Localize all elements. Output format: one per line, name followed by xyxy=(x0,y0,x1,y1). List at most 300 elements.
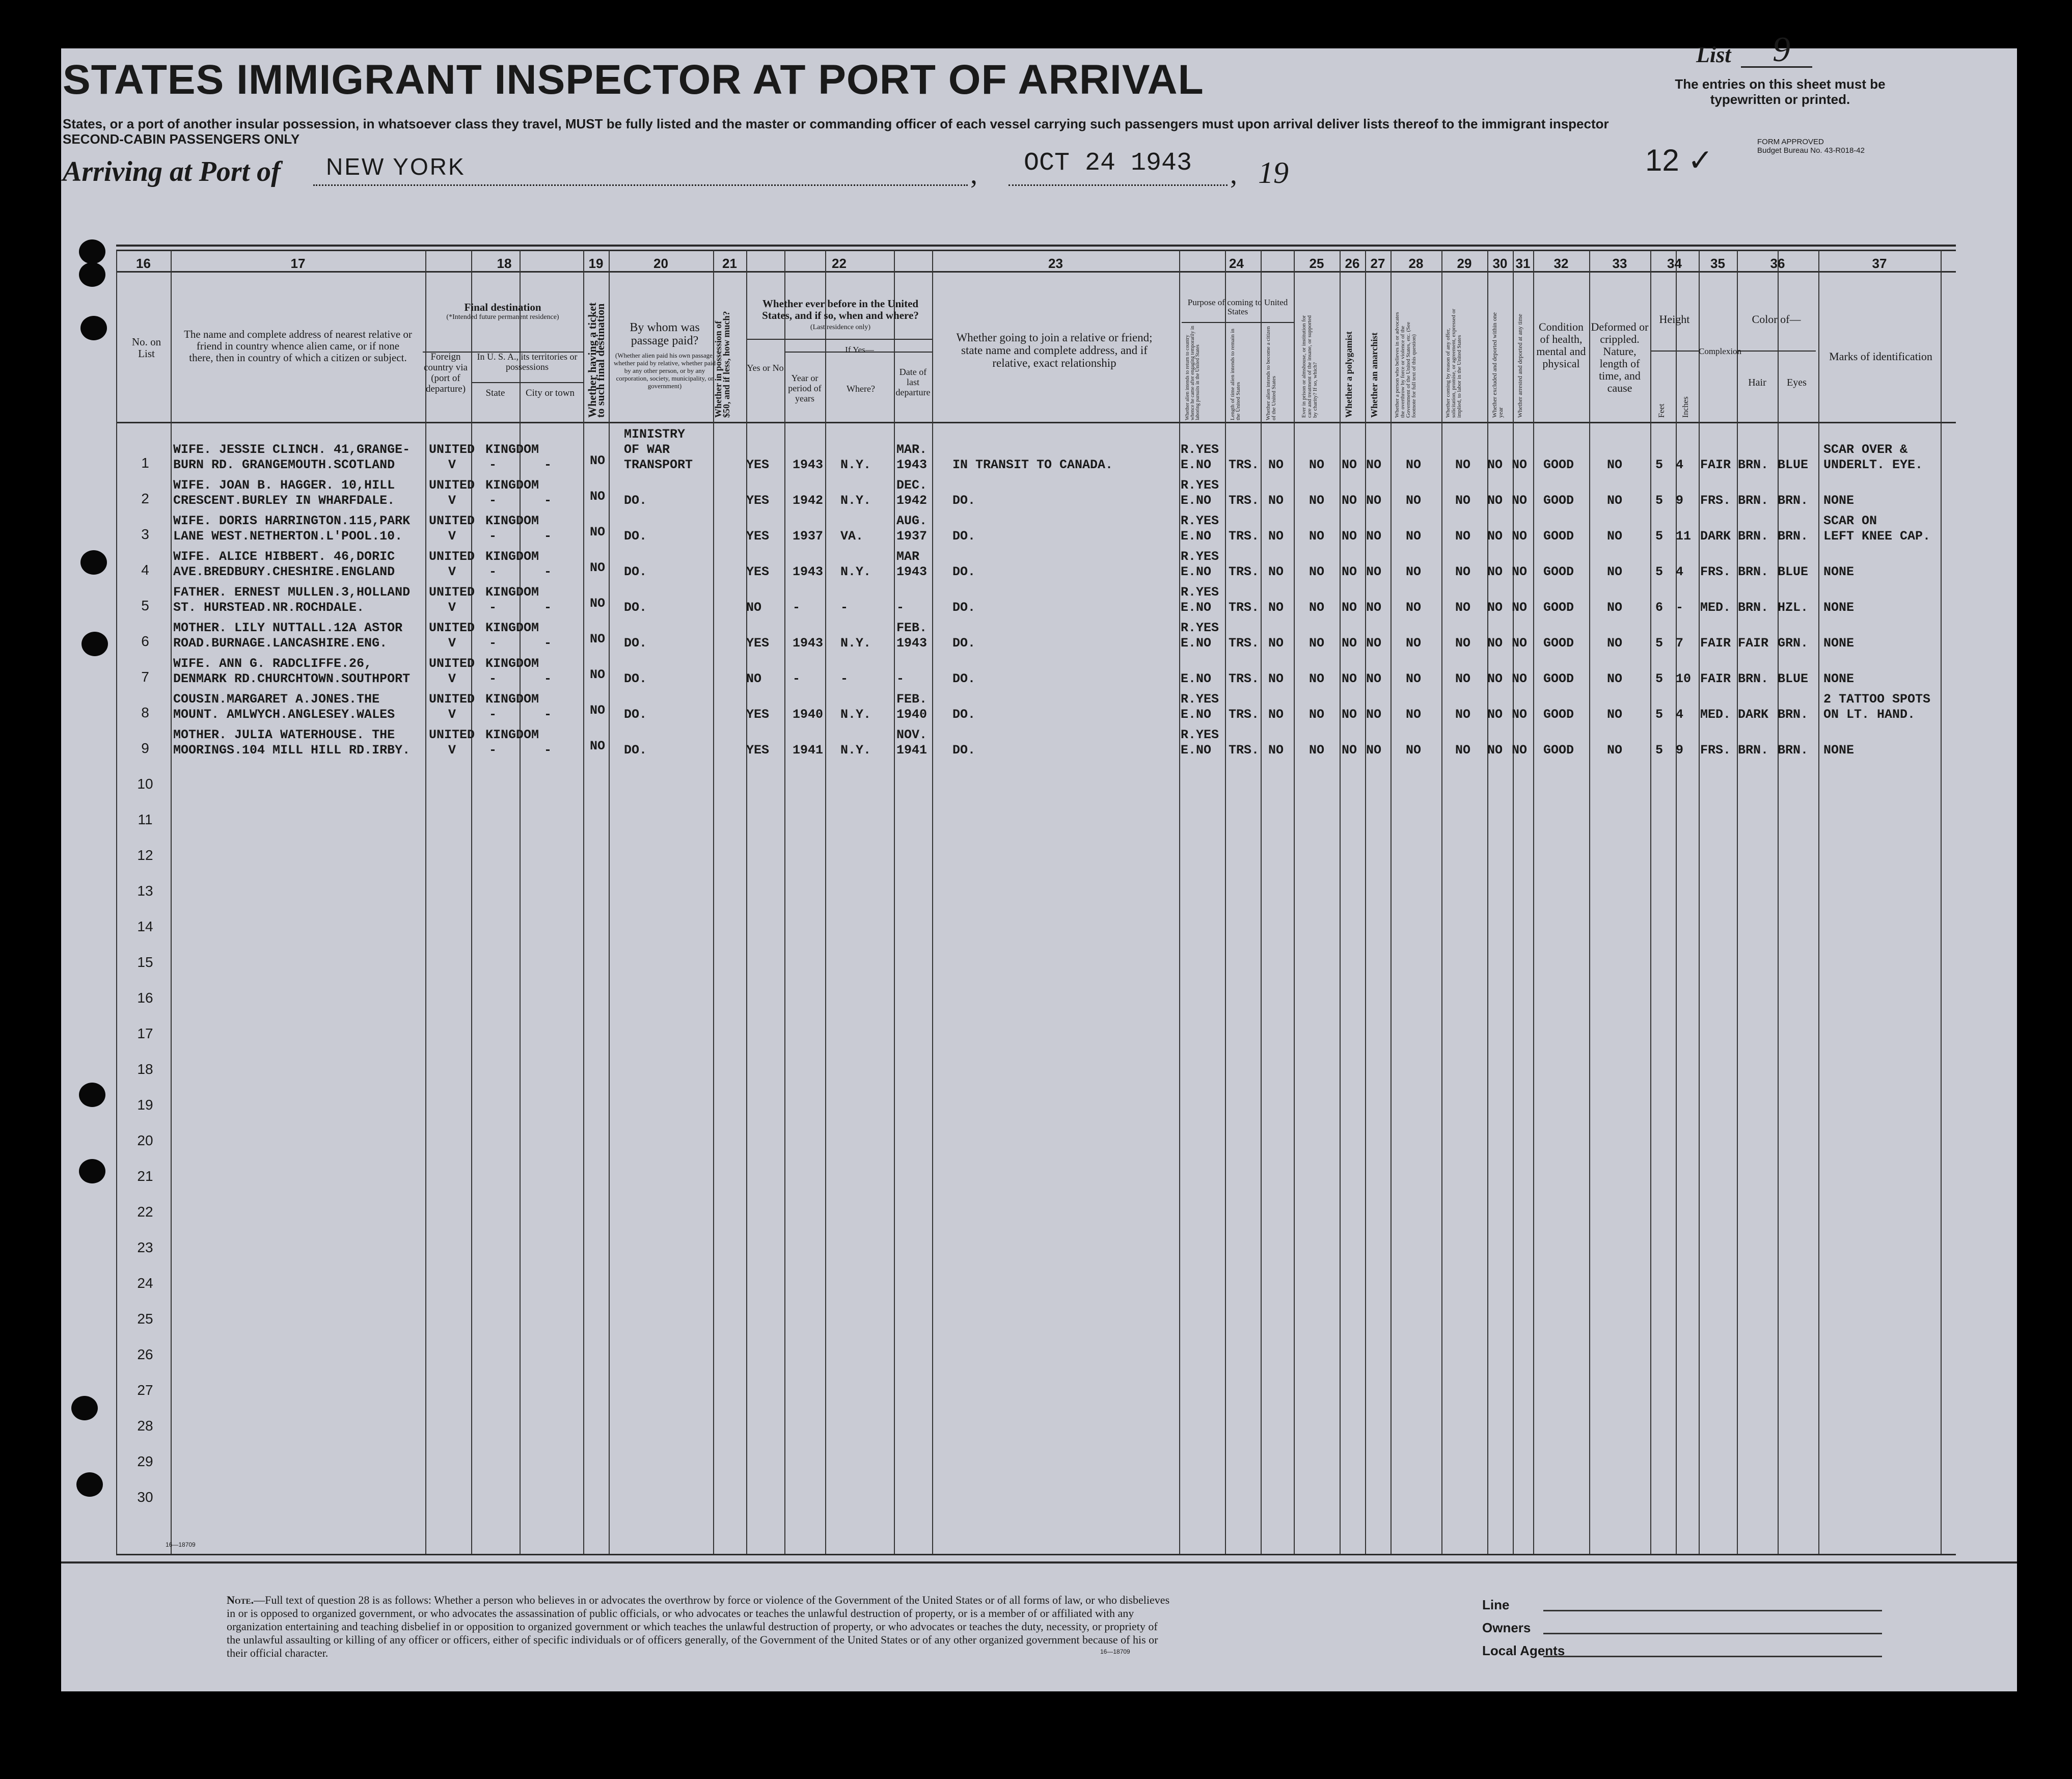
row-health: GOOD xyxy=(1543,707,1574,722)
column-border xyxy=(425,250,426,1554)
row-ticket: NO xyxy=(590,703,606,718)
row-before-in-us: NO xyxy=(746,600,762,615)
column-border xyxy=(1699,250,1700,1554)
column-border xyxy=(1589,250,1590,1554)
row-dest-state: KINGDOM xyxy=(485,692,539,707)
row-q28: NO xyxy=(1406,636,1422,651)
row-q31: NO xyxy=(1512,529,1528,544)
row-foreign-country-mark: V xyxy=(448,636,456,651)
row-joining: DO. xyxy=(952,707,976,722)
row-passage-paid: OF WAR xyxy=(624,442,670,457)
entries-note: The entries on this sheet must be typewritten or printed. xyxy=(1675,76,1886,107)
row-last-departure-year: 1942 xyxy=(896,493,928,508)
arrival-date: OCT 24 1943 xyxy=(1024,149,1192,178)
col36-hair: Hair xyxy=(1748,377,1766,388)
row-foreign-country-mark: V xyxy=(448,671,456,686)
col22-title: Whether ever before in the United States, and if so, when and where? xyxy=(762,298,919,321)
row-q30: NO xyxy=(1487,529,1503,544)
row-relative-name: MOTHER. JULIA WATERHOUSE. THE xyxy=(173,727,395,742)
row-number: 19 xyxy=(137,1097,153,1113)
column-border xyxy=(932,250,933,1554)
row-deformed: NO xyxy=(1607,671,1623,686)
row-number: 16 xyxy=(137,990,153,1006)
row-foreign-country: UNITED xyxy=(429,656,475,671)
column-border xyxy=(1778,250,1779,1554)
row-anarchist: NO xyxy=(1366,493,1382,508)
row-q28: NO xyxy=(1406,564,1422,579)
row-marks: SCAR ON xyxy=(1823,514,1877,528)
col34-inches: Inches xyxy=(1681,396,1690,418)
row-marks: NONE xyxy=(1823,671,1855,686)
column-border xyxy=(609,250,610,1554)
row-number: 29 xyxy=(137,1453,153,1469)
row-purpose-return: E.NO xyxy=(1181,457,1212,472)
row-q28: NO xyxy=(1406,743,1422,758)
row-number: 18 xyxy=(137,1061,153,1077)
row-q30: NO xyxy=(1487,457,1503,472)
row-height-feet: 5 xyxy=(1655,743,1664,758)
row-prison: NO xyxy=(1309,529,1325,544)
row-foreign-country: UNITED xyxy=(429,585,475,600)
row-foreign-country-mark: V xyxy=(448,743,456,758)
row-anarchist: NO xyxy=(1366,636,1382,651)
class-line: SECOND-CABIN PASSENGERS ONLY xyxy=(63,131,300,147)
column-border xyxy=(746,250,747,1554)
row-foreign-country-mark: V xyxy=(448,457,456,472)
row-health: GOOD xyxy=(1543,493,1574,508)
row-complexion: FRS. xyxy=(1700,564,1731,579)
row-prison: NO xyxy=(1309,600,1325,615)
col23-head: Whether going to join a relative or friend; state name and complete address, and if relative, exact relationship xyxy=(956,331,1153,369)
manifest-sheet xyxy=(61,48,2017,1691)
row-passage-paid: DO. xyxy=(624,707,647,722)
row-marks: UNDERLT. EYE. xyxy=(1823,457,1923,472)
row-health: GOOD xyxy=(1543,671,1574,686)
row-ticket: NO xyxy=(590,525,606,540)
row-foreign-country-mark: V xyxy=(448,529,456,544)
row-dest-state-mark: - xyxy=(489,529,497,544)
row-relative-address: AVE.BREDBURY.CHESHIRE.ENGLAND xyxy=(173,564,395,579)
row-ticket: NO xyxy=(590,632,606,646)
row-purpose-return: R.YES xyxy=(1181,621,1219,635)
row-polygamist: NO xyxy=(1342,529,1357,544)
row-dest-city: - xyxy=(544,493,552,508)
row-q31: NO xyxy=(1512,600,1528,615)
row-eye-color: BLUE xyxy=(1778,457,1809,472)
col18-sub: (*Intended future permanent residence) xyxy=(446,313,559,321)
row-dest-state: KINGDOM xyxy=(485,514,539,528)
row-q28: NO xyxy=(1406,529,1422,544)
row-polygamist: NO xyxy=(1342,493,1357,508)
row-q29: NO xyxy=(1455,743,1471,758)
row-citizen-intent: NO xyxy=(1268,600,1284,615)
row-number: 23 xyxy=(137,1239,153,1255)
row-passage-paid: TRANSPORT xyxy=(624,457,693,472)
col31-head: Whether arrested and deported at any time xyxy=(1516,314,1523,418)
row-hair-color: BRN. xyxy=(1738,529,1769,544)
row-purpose-return: R.YES xyxy=(1181,514,1219,528)
row-health: GOOD xyxy=(1543,457,1574,472)
row-length-of-stay: TRS. xyxy=(1229,743,1260,758)
col34-feet: Feet xyxy=(1657,403,1666,418)
column-number: 17 xyxy=(290,256,306,271)
row-before-in-us: YES xyxy=(746,564,770,579)
row-health: GOOD xyxy=(1543,636,1574,651)
row-q29: NO xyxy=(1455,600,1471,615)
row-before-year: - xyxy=(793,671,801,686)
row-relative-address: MOUNT. AMLWYCH.ANGLESEY.WALES xyxy=(173,707,395,722)
row-height-feet: 5 xyxy=(1655,529,1664,544)
row-prison: NO xyxy=(1309,457,1325,472)
row-q28: NO xyxy=(1406,707,1422,722)
row-complexion: FAIR xyxy=(1700,457,1731,472)
row-relative-name: WIFE. JOAN B. HAGGER. 10,HILL xyxy=(173,478,395,493)
row-before-in-us: NO xyxy=(746,671,762,686)
row-last-departure-month: FEB. xyxy=(896,621,928,635)
col22-sub: (Last residence only) xyxy=(810,324,871,331)
row-before-in-us: YES xyxy=(746,636,770,651)
binder-hole xyxy=(80,550,107,575)
column-border xyxy=(1294,250,1295,1554)
line-field[interactable] xyxy=(1543,1610,1882,1611)
row-before-where: N.Y. xyxy=(840,564,871,579)
row-number: 10 xyxy=(137,776,153,792)
row-foreign-country-mark: V xyxy=(448,707,456,722)
row-passage-paid: DO. xyxy=(624,564,647,579)
row-length-of-stay: TRS. xyxy=(1229,457,1260,472)
binder-hole xyxy=(79,262,105,287)
comma: , xyxy=(1230,158,1237,190)
col24a-head: Whether alien intends to return to country whence he came after engaging temporarily in laboring pursuits in the United States xyxy=(1185,326,1201,420)
row-last-departure-month: MAR xyxy=(896,549,920,564)
row-purpose-return: R.YES xyxy=(1181,549,1219,564)
column-border xyxy=(583,250,584,1554)
col22-where: Where? xyxy=(847,384,875,394)
row-dest-city: - xyxy=(544,671,552,686)
row-health: GOOD xyxy=(1543,743,1574,758)
row-purpose-return: E.NO xyxy=(1181,743,1212,758)
sheet-number: 12 ✓ xyxy=(1645,143,1713,177)
row-q31: NO xyxy=(1512,671,1528,686)
table-rule xyxy=(116,1554,1956,1555)
row-foreign-country: UNITED xyxy=(429,442,475,457)
row-q31: NO xyxy=(1512,707,1528,722)
row-anarchist: NO xyxy=(1366,457,1382,472)
row-eye-color: GRN. xyxy=(1778,636,1809,651)
row-q30: NO xyxy=(1487,600,1503,615)
column-border xyxy=(1179,250,1180,1554)
row-polygamist: NO xyxy=(1342,600,1357,615)
row-height-inches: 7 xyxy=(1676,636,1684,651)
column-number: 19 xyxy=(588,256,604,271)
row-complexion: FRS. xyxy=(1700,743,1731,758)
col18-title: Final destination xyxy=(464,301,541,313)
col34-head: Height xyxy=(1659,313,1690,326)
subhead-rule xyxy=(746,339,932,340)
row-height-feet: 5 xyxy=(1655,671,1664,686)
row-number: 15 xyxy=(137,954,153,970)
row-complexion: FAIR xyxy=(1700,636,1731,651)
row-eye-color: BRN. xyxy=(1778,493,1809,508)
col18-foreign: Foreign country via (port of departure) xyxy=(423,352,468,394)
row-purpose-return: R.YES xyxy=(1181,727,1219,742)
col36-head: Color of— xyxy=(1752,313,1801,326)
row-dest-state: KINGDOM xyxy=(485,585,539,600)
row-number: 5 xyxy=(141,598,149,613)
row-before-in-us: YES xyxy=(746,457,770,472)
row-height-inches: - xyxy=(1676,600,1684,615)
binder-hole xyxy=(79,239,105,264)
col29-head: Whether coming by reason of any offer, solicitation, promise, or agreement, expressed or implied, to labor in the United States xyxy=(1445,309,1462,418)
row-polygamist: NO xyxy=(1342,743,1357,758)
row-before-year: 1941 xyxy=(793,743,824,758)
col16-head: No. on List xyxy=(131,336,161,360)
row-polygamist: NO xyxy=(1342,636,1357,651)
col22-year: Year or period of years xyxy=(788,373,822,403)
row-citizen-intent: NO xyxy=(1268,564,1284,579)
row-q30: NO xyxy=(1487,636,1503,651)
col27-head: Whether an anarchist xyxy=(1369,332,1379,418)
binder-hole xyxy=(76,1472,103,1497)
row-prison: NO xyxy=(1309,671,1325,686)
subhead-rule xyxy=(1737,351,1816,352)
binder-hole xyxy=(71,1396,98,1420)
row-hair-color: BRN. xyxy=(1738,671,1769,686)
row-prison: NO xyxy=(1309,707,1325,722)
row-before-where: N.Y. xyxy=(840,743,871,758)
column-number: 20 xyxy=(653,256,668,271)
row-purpose-return: R.YES xyxy=(1181,478,1219,493)
row-last-departure-month: MAR. xyxy=(896,442,928,457)
row-ticket: NO xyxy=(590,739,606,753)
row-complexion: DARK xyxy=(1700,529,1731,544)
owners-field[interactable] xyxy=(1543,1633,1882,1634)
column-border xyxy=(713,250,714,1554)
column-border xyxy=(1441,250,1442,1554)
port-underline xyxy=(313,184,968,186)
row-dest-state-mark: - xyxy=(489,600,497,615)
footer-rule xyxy=(61,1561,2017,1564)
row-foreign-country-mark: V xyxy=(448,564,456,579)
row-dest-state: KINGDOM xyxy=(485,549,539,564)
row-dest-city: - xyxy=(544,600,552,615)
subhead-rule xyxy=(1650,351,1699,352)
row-marks: NONE xyxy=(1823,636,1855,651)
local-agents-field[interactable] xyxy=(1543,1656,1882,1657)
row-purpose-return: R.YES xyxy=(1181,442,1219,457)
row-marks: SCAR OVER & xyxy=(1823,442,1908,457)
row-q30: NO xyxy=(1487,707,1503,722)
column-number: 16 xyxy=(136,256,151,271)
row-length-of-stay: TRS. xyxy=(1229,707,1260,722)
form-approved: FORM APPROVED xyxy=(1757,138,1824,146)
row-q31: NO xyxy=(1512,564,1528,579)
row-hair-color: BRN. xyxy=(1738,743,1769,758)
row-number: 2 xyxy=(141,491,149,506)
row-before-in-us: YES xyxy=(746,743,770,758)
row-dest-city: - xyxy=(544,707,552,722)
row-dest-state-mark: - xyxy=(489,457,497,472)
row-eye-color: BLUE xyxy=(1778,564,1809,579)
owners-label: Owners xyxy=(1482,1620,1531,1635)
row-citizen-intent: NO xyxy=(1268,671,1284,686)
row-dest-state-mark: - xyxy=(489,636,497,651)
row-joining: DO. xyxy=(952,743,976,758)
row-q29: NO xyxy=(1455,457,1471,472)
row-deformed: NO xyxy=(1607,457,1623,472)
row-relative-address: LANE WEST.NETHERTON.L'POOL.10. xyxy=(173,529,403,544)
row-purpose-return: E.NO xyxy=(1181,564,1212,579)
budget-bureau: Budget Bureau No. 43-R018-42 xyxy=(1757,146,1865,155)
row-relative-address: ROAD.BURNAGE.LANCASHIRE.ENG. xyxy=(173,636,388,651)
row-relative-name: MOTHER. LILY NUTTALL.12A ASTOR xyxy=(173,621,403,635)
row-dest-city: - xyxy=(544,529,552,544)
row-number: 12 xyxy=(137,847,153,863)
row-ticket: NO xyxy=(590,560,606,575)
row-before-year: 1943 xyxy=(793,564,824,579)
row-health: GOOD xyxy=(1543,564,1574,579)
column-border xyxy=(1225,250,1226,1554)
row-dest-state-mark: - xyxy=(489,671,497,686)
row-dest-state: KINGDOM xyxy=(485,656,539,671)
column-number: 33 xyxy=(1612,256,1627,271)
row-eye-color: BRN. xyxy=(1778,707,1809,722)
row-q30: NO xyxy=(1487,493,1503,508)
row-number: 17 xyxy=(137,1026,153,1041)
row-marks: ON LT. HAND. xyxy=(1823,707,1916,722)
row-number: 6 xyxy=(141,633,149,649)
row-height-inches: 9 xyxy=(1676,743,1684,758)
row-q29: NO xyxy=(1455,493,1471,508)
row-q29: NO xyxy=(1455,636,1471,651)
row-before-where: N.Y. xyxy=(840,457,871,472)
line-label: Line xyxy=(1482,1597,1510,1612)
row-eye-color: HZL. xyxy=(1778,600,1809,615)
row-last-departure-month: NOV. xyxy=(896,727,928,742)
column-number: 37 xyxy=(1872,256,1887,271)
row-dest-state: KINGDOM xyxy=(485,727,539,742)
row-purpose-return: R.YES xyxy=(1181,692,1219,707)
row-relative-address: BURN RD. GRANGEMOUTH.SCOTLAND xyxy=(173,457,395,472)
row-ticket: NO xyxy=(590,596,606,611)
column-border xyxy=(784,250,785,1554)
row-hair-color: DARK xyxy=(1738,707,1769,722)
row-dest-state: KINGDOM xyxy=(485,621,539,635)
row-ticket: NO xyxy=(590,667,606,682)
row-anarchist: NO xyxy=(1366,600,1382,615)
row-deformed: NO xyxy=(1607,636,1623,651)
row-anarchist: NO xyxy=(1366,743,1382,758)
row-q28: NO xyxy=(1406,600,1422,615)
column-number: 26 xyxy=(1345,256,1360,271)
instructions xyxy=(63,116,1621,147)
row-passage-paid: DO. xyxy=(624,636,647,651)
row-number: 13 xyxy=(137,883,153,899)
row-relative-name: WIFE. JESSIE CLINCH. 41,GRANGE- xyxy=(173,442,411,457)
row-before-where: - xyxy=(840,671,849,686)
row-marks: NONE xyxy=(1823,600,1855,615)
row-passage-paid: DO. xyxy=(624,671,647,686)
row-before-in-us: YES xyxy=(746,493,770,508)
row-last-departure-year: 1941 xyxy=(896,743,928,758)
col25-head: Ever in prison or almshouse, or institution for care and treatment of the insane, or supported by charity? If so, which? xyxy=(1301,315,1318,418)
row-purpose-return: E.NO xyxy=(1181,636,1212,651)
row-last-departure-year: 1943 xyxy=(896,564,928,579)
binder-hole xyxy=(80,316,107,340)
row-joining: DO. xyxy=(952,636,976,651)
row-length-of-stay: TRS. xyxy=(1229,600,1260,615)
row-q31: NO xyxy=(1512,636,1528,651)
row-q31: NO xyxy=(1512,743,1528,758)
row-last-departure-year: 1940 xyxy=(896,707,928,722)
column-number: 35 xyxy=(1710,256,1725,271)
row-purpose-return: E.NO xyxy=(1181,493,1212,508)
column-number: 22 xyxy=(832,256,847,271)
row-joining: DO. xyxy=(952,529,976,544)
row-marks: 2 TATTOO SPOTS xyxy=(1823,692,1931,707)
row-foreign-country: UNITED xyxy=(429,549,475,564)
row-length-of-stay: TRS. xyxy=(1229,564,1260,579)
row-marks: NONE xyxy=(1823,564,1855,579)
column-border xyxy=(116,250,117,1554)
row-passage-paid: DO. xyxy=(624,600,647,615)
row-eye-color: BRN. xyxy=(1778,529,1809,544)
row-dest-city: - xyxy=(544,564,552,579)
row-last-departure-year: - xyxy=(896,600,905,615)
row-citizen-intent: NO xyxy=(1268,529,1284,544)
column-number: 32 xyxy=(1553,256,1569,271)
col30-head: Whether excluded and deported within one year xyxy=(1491,312,1504,418)
list-underline xyxy=(1741,66,1812,68)
col22-head xyxy=(749,298,932,333)
row-citizen-intent: NO xyxy=(1268,636,1284,651)
column-number: 34 xyxy=(1667,256,1682,271)
row-passage-paid: DO. xyxy=(624,493,647,508)
row-foreign-country-mark: V xyxy=(448,493,456,508)
row-height-inches: 4 xyxy=(1676,707,1684,722)
row-purpose-return: E.NO xyxy=(1181,600,1212,615)
row-polygamist: NO xyxy=(1342,671,1357,686)
row-number: 21 xyxy=(137,1168,153,1184)
row-marks: NONE xyxy=(1823,743,1855,758)
row-q30: NO xyxy=(1487,564,1503,579)
row-length-of-stay: TRS. xyxy=(1229,493,1260,508)
col18-city: City or town xyxy=(525,388,575,398)
col20-head xyxy=(611,321,718,390)
row-foreign-country-mark: V xyxy=(448,600,456,615)
row-number: 28 xyxy=(137,1418,153,1434)
column-number: 24 xyxy=(1229,256,1244,271)
row-complexion: FAIR xyxy=(1700,671,1731,686)
column-border xyxy=(825,250,826,1554)
row-dest-state-mark: - xyxy=(489,493,497,508)
row-relative-address: DENMARK RD.CHURCHTOWN.SOUTHPORT xyxy=(173,671,411,686)
row-joining: IN TRANSIT TO CANADA. xyxy=(952,457,1113,472)
row-joining: DO. xyxy=(952,671,976,686)
row-hair-color: BRN. xyxy=(1738,564,1769,579)
column-border xyxy=(1676,250,1677,1554)
row-relative-address: MOORINGS.104 MILL HILL RD.IRBY. xyxy=(173,743,411,758)
row-last-departure-year: 1943 xyxy=(896,457,928,472)
binder-hole xyxy=(81,632,108,656)
row-last-departure-year: 1937 xyxy=(896,529,928,544)
row-polygamist: NO xyxy=(1342,707,1357,722)
row-q29: NO xyxy=(1455,564,1471,579)
row-deformed: NO xyxy=(1607,600,1623,615)
row-deformed: NO xyxy=(1607,743,1623,758)
row-before-year: - xyxy=(793,600,801,615)
row-height-feet: 6 xyxy=(1655,600,1664,615)
